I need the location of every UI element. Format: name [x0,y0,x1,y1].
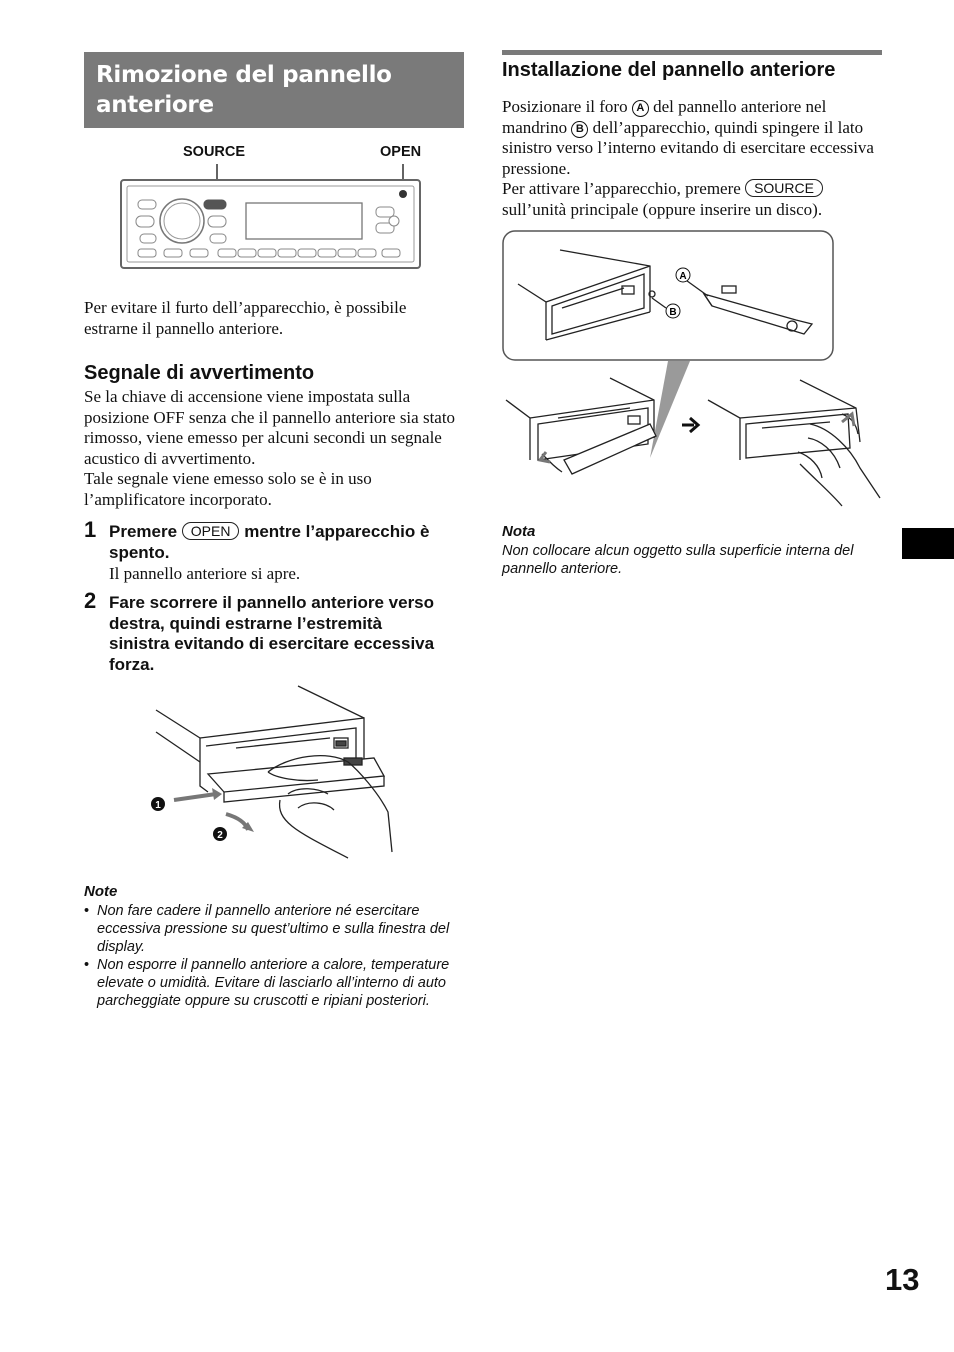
step-2-text: Fare scorrere il pannello anteriore verso destra, quindi estrarne l’estremità sinistra evitando di esercitare eccessiva forza. [109,593,435,674]
panel-installation-illustration [500,228,890,528]
activate-text-a: Per attivare l’apparecchio, premere [502,179,741,198]
notes-heading: Note [84,883,118,900]
heading-rule [502,50,882,55]
step-2-number: 2 [84,588,97,613]
section-title-line2: anteriore [96,92,214,118]
marker-1: 1 [155,800,161,811]
source-label: SOURCE [183,144,246,160]
step-1-text [109,522,469,563]
step-1-number: 1 [84,517,97,542]
step-1-pre: Premere [109,522,178,541]
activate-text-b: sull’unità principale (oppure inserire un disco). [502,199,823,219]
warning-heading: Segnale di avvertimento [84,362,315,384]
notes-list [84,902,466,1010]
install-paragraph [502,97,884,220]
intro-paragraph: Per evitare il furto dell’apparecchio, è possibile estrarne il pannello anteriore. [84,298,407,338]
nota-heading: Nota [502,523,536,540]
install-text-c: dell’apparecchio, quindi spingere il lato sinistro verso l’interno evitando di esercitare eccessiva pressione. [502,117,874,178]
warning-text: Se la chiave di accensione viene impostata sulla posizione OFF senza che il pannello anteriore sia stato rimosso, viene emesso per alcuni secondi un segnale acustico di avvertimento. [84,387,456,468]
open-button-symbol: OPEN [182,522,240,540]
fig-marker-b: B [669,307,677,318]
marker-2: 2 [217,830,223,841]
panel-removal-illustration [148,682,398,868]
install-heading: Installazione del pannello anteriore [502,59,836,81]
section-title-line1: Rimozione del pannello [96,62,392,88]
install-text-a: Posizionare il foro [502,97,628,116]
page-number: 13 [885,1262,920,1297]
open-label: OPEN [380,144,422,160]
marker-a-icon: A [632,100,649,117]
warning-paragraph [84,387,464,510]
source-button-symbol: SOURCE [745,179,823,197]
note-item: • Non esporre il pannello anteriore a calore, temperature elevate o umidità. Evitare di lasciarlo all’interno di auto parcheggiate oppure su cruscotti e ripiani posteriori. [84,956,466,1010]
step-1-result: Il pannello anteriore si apre. [109,564,301,583]
warning-text-2: Tale segnale viene emesso solo se è in uso l’amplificatore incorporato. [84,469,372,509]
marker-b-icon: B [571,121,588,138]
fig-marker-a: A [679,271,687,282]
install-text-b: del pannello anteriore nel mandrino [502,97,827,137]
note-item: • Non fare cadere il pannello anteriore né esercitare eccessiva pressione su quest’ultimo e sulla finestra del display. [84,902,466,956]
step-1-post: mentre l’apparecchio è spento. [109,522,430,562]
language-tab-marker [902,528,954,559]
nota-text: Non collocare alcun oggetto sulla superficie interna del pannello anteriore. [502,543,854,577]
front-panel-illustration [118,160,424,272]
section-title-box [84,52,464,128]
